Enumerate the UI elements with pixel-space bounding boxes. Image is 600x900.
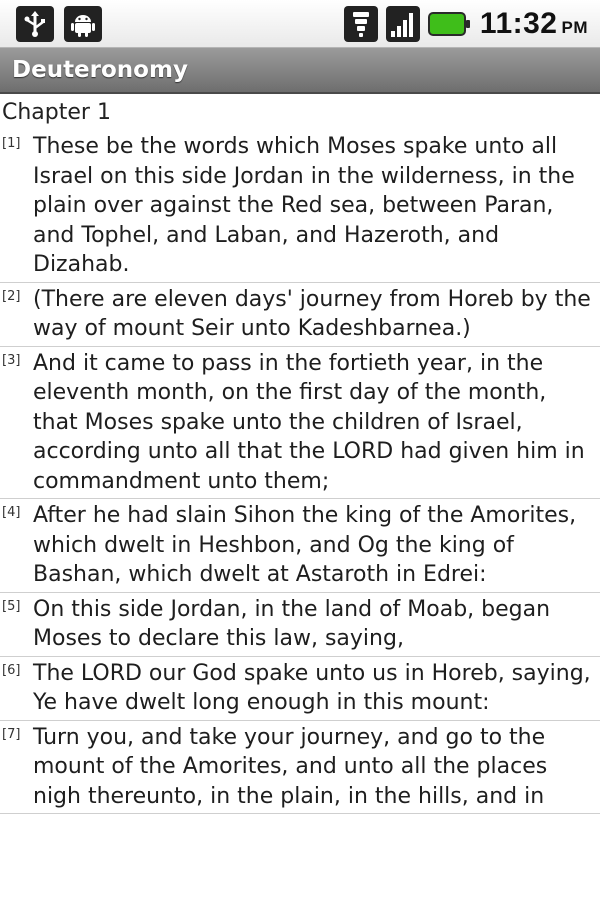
verse-text: (There are eleven days' journey from Horeb by the way of mount Seir unto Kadeshbarnea.) <box>33 286 591 341</box>
verse-number: [1] <box>2 136 21 151</box>
verse-number: [2] <box>2 288 21 304</box>
usb-icon <box>16 6 54 42</box>
signal-icon <box>386 6 420 42</box>
wifi-icon <box>344 6 378 42</box>
verse-text: The LORD our God spake unto us in Horeb, saying, Ye have dwelt long enough in this mount: <box>33 660 591 715</box>
clock <box>480 7 588 41</box>
chapter-heading: Chapter 1 <box>2 100 111 125</box>
verse-number: [6] <box>2 662 21 678</box>
verse-number: [3] <box>2 352 21 368</box>
title-bar <box>0 48 600 94</box>
android-icon <box>64 6 102 42</box>
verse-text: These be the words which Moses spake unto all Israel on this side Jordan in the wilderness, in the plain over against the Red sea, between Paran, and Tophel, and Laban, and Hazeroth, and Dizahab. <box>33 134 575 277</box>
verse-number: [4] <box>2 505 21 520</box>
reader-content[interactable] <box>0 96 600 814</box>
verse-number: [7] <box>2 726 21 742</box>
verse-item[interactable] <box>0 657 600 721</box>
system-indicators <box>344 6 588 42</box>
notification-icons <box>16 6 102 42</box>
clock-ampm: PM <box>561 18 588 37</box>
verse-text: Turn you, and take your journey, and go to the mount of the Amorites, and unto all the places nigh thereunto, in the plain, in the hills, and in <box>33 724 548 809</box>
verse-text: After he had slain Sihon the king of the Amorites, which dwelt in Heshbon, and Og the king of Bashan, which dwelt at Astaroth in Edrei: <box>33 503 577 587</box>
battery-icon <box>428 12 466 36</box>
verse-text: And it came to pass in the fortieth year, in the eleventh month, on the first day of the month, that Moses spake unto the children of Israel, according unto all that the LORD had given him in commandment unto them; <box>33 350 585 494</box>
clock-time: 11:32 <box>479 7 558 40</box>
verse-number: [5] <box>2 598 21 614</box>
page-title: Deuteronomy <box>12 57 188 83</box>
verse-text: On this side Jordan, in the land of Moab, began Moses to declare this law, saying, <box>33 596 551 651</box>
verse-item[interactable] <box>0 347 600 500</box>
verse-item[interactable] <box>0 499 600 593</box>
verse-item[interactable] <box>0 283 600 347</box>
verse-item[interactable] <box>0 593 600 657</box>
verse-item[interactable] <box>0 721 600 815</box>
status-bar <box>0 0 600 48</box>
verse-item[interactable] <box>0 130 600 283</box>
